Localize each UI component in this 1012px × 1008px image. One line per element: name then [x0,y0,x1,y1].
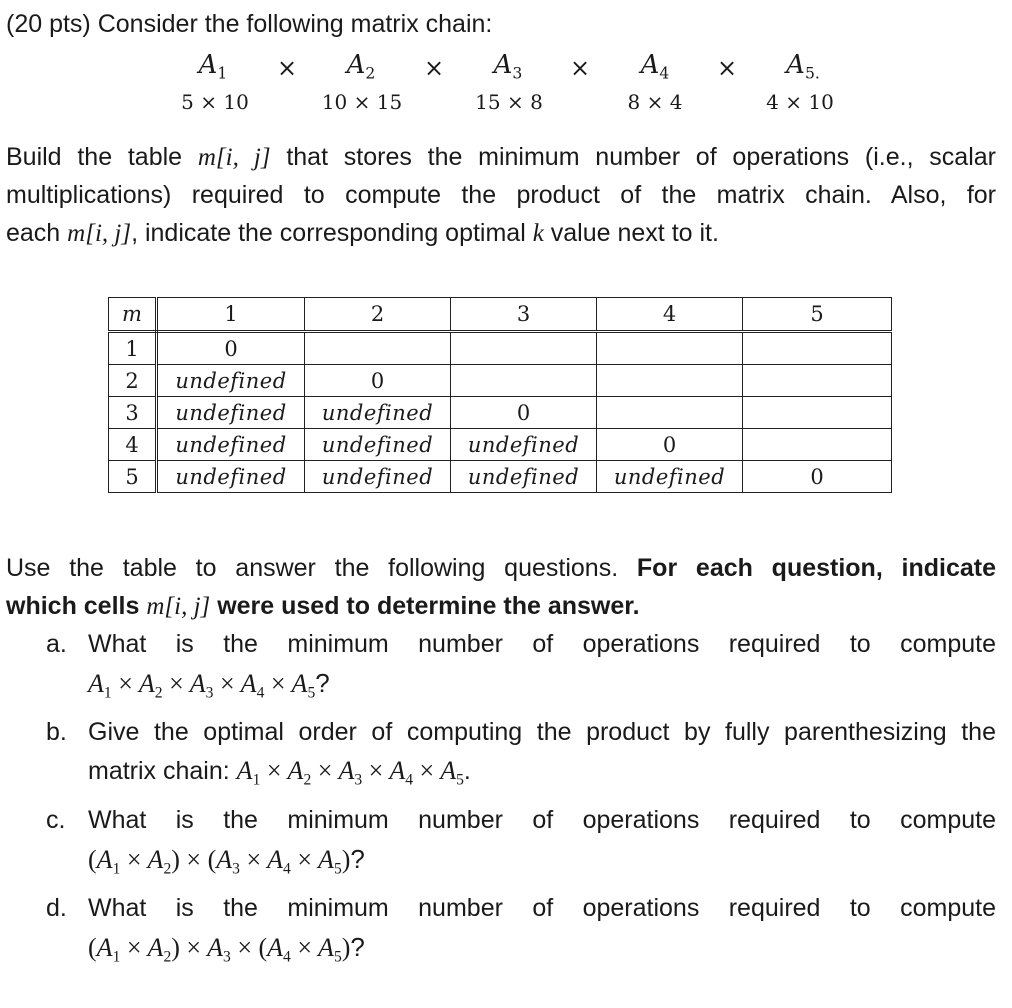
table-cell: 0 [157,332,305,365]
question-b-line-2: matrix chain: $A_1 \times A_2 \times A_3 \times A_4 \times A_5$. [88,756,471,789]
matrix-dims: 15 × 8 [475,90,543,114]
table-cell: undefined [157,461,305,493]
table-cell: 0 [305,365,451,397]
table-cell: undefined [305,429,451,461]
build-line-1: Build the table m[i, j] that stores the minimum number of operations (i.e., scalar [6,143,996,171]
row-label: 3 [109,397,157,429]
column-header: 1 [157,298,305,332]
matrix-dims: 5 × 10 [181,90,249,114]
column-header: 3 [451,298,597,332]
row-label: 4 [109,429,157,461]
question-c-label: c. [46,806,66,834]
question-c-expression: $(A_1 \times A_2) \times (A_3 \times A_4 \times A_5)$? [88,844,365,878]
times-operator: × [423,54,445,82]
table-cell [451,365,597,397]
question-d-label: d. [46,894,67,922]
build-line-2: multiplications) required to compute the product of the matrix chain. Also, for [6,181,996,209]
table-cell [743,397,892,429]
table-cell: 0 [743,461,892,493]
column-header: 2 [305,298,451,332]
table-row [109,365,892,397]
table-row [109,429,892,461]
question-a-label: a. [46,630,67,658]
table-cell [743,332,892,365]
dp-table [108,297,892,493]
intro-text: Consider the following matrix chain: [97,10,493,38]
table-cell: undefined [157,397,305,429]
matrix-name: $A_{5.}$ [786,50,820,83]
matrix-dims: 10 × 15 [321,90,403,114]
matrix-name: $A_1$ [198,50,228,83]
row-label: 2 [109,365,157,397]
question-c-text: What is the minimum number of operations required to compute [88,806,996,834]
question-d-expression: $(A_1 \times A_2) \times A_3 \times (A_4 \times A_5)$? [88,932,365,966]
table-cell: undefined [157,365,305,397]
question-a-expression: $A_1 \times A_2 \times A_3 \times A_4 \times A_5$? [88,668,330,702]
matrix-name: $A_4$ [640,50,670,83]
table-cell [451,332,597,365]
matrix-dims: 8 × 4 [627,90,683,114]
times-operator: × [716,54,738,82]
column-header: 5 [743,298,892,332]
matrix-dimensions [0,90,1012,124]
use-line-1: Use the table to answer the following questions. For each question, indicate [6,554,997,582]
matrix-name: $A_2$ [346,50,376,83]
table-cell: undefined [305,397,451,429]
matrix-dims: 4 × 10 [766,90,834,114]
table-cell: undefined [451,461,597,493]
table-cell: 0 [597,429,743,461]
question-a-text: What is the minimum number of operations required to compute [88,630,996,658]
table-row [109,461,892,493]
table-cell [305,332,451,365]
table-cell [743,365,892,397]
question-b-text: Give the optimal order of computing the product by fully parenthesizing the [88,718,996,746]
table-cell: undefined [305,461,451,493]
table-cell: undefined [451,429,597,461]
table-cell: undefined [157,429,305,461]
table-cell [597,332,743,365]
points-label: (20 pts) [6,10,91,38]
table-row [109,397,892,429]
matrix-chain [0,50,1012,84]
row-label: 5 [109,461,157,493]
table-cell [743,429,892,461]
table-cell: undefined [597,461,743,493]
table-cell [597,397,743,429]
intro-line [6,9,996,39]
table-cell [597,365,743,397]
matrix-name: $A_3$ [493,50,523,83]
table-header-row [109,298,892,332]
question-d-text: What is the minimum number of operations required to compute [88,894,996,922]
times-operator: × [569,54,591,82]
row-label: 1 [109,332,157,365]
question-b-label: b. [46,718,67,746]
build-line-3: each m[i, j], indicate the corresponding optimal k value next to it. [6,219,719,247]
column-header: 4 [597,298,743,332]
times-operator: × [276,54,298,82]
use-line-2: which cells m[i, j] were used to determine the answer. [6,592,640,620]
table-corner: m [109,298,157,332]
table-row [109,332,892,365]
table-cell: 0 [451,397,597,429]
